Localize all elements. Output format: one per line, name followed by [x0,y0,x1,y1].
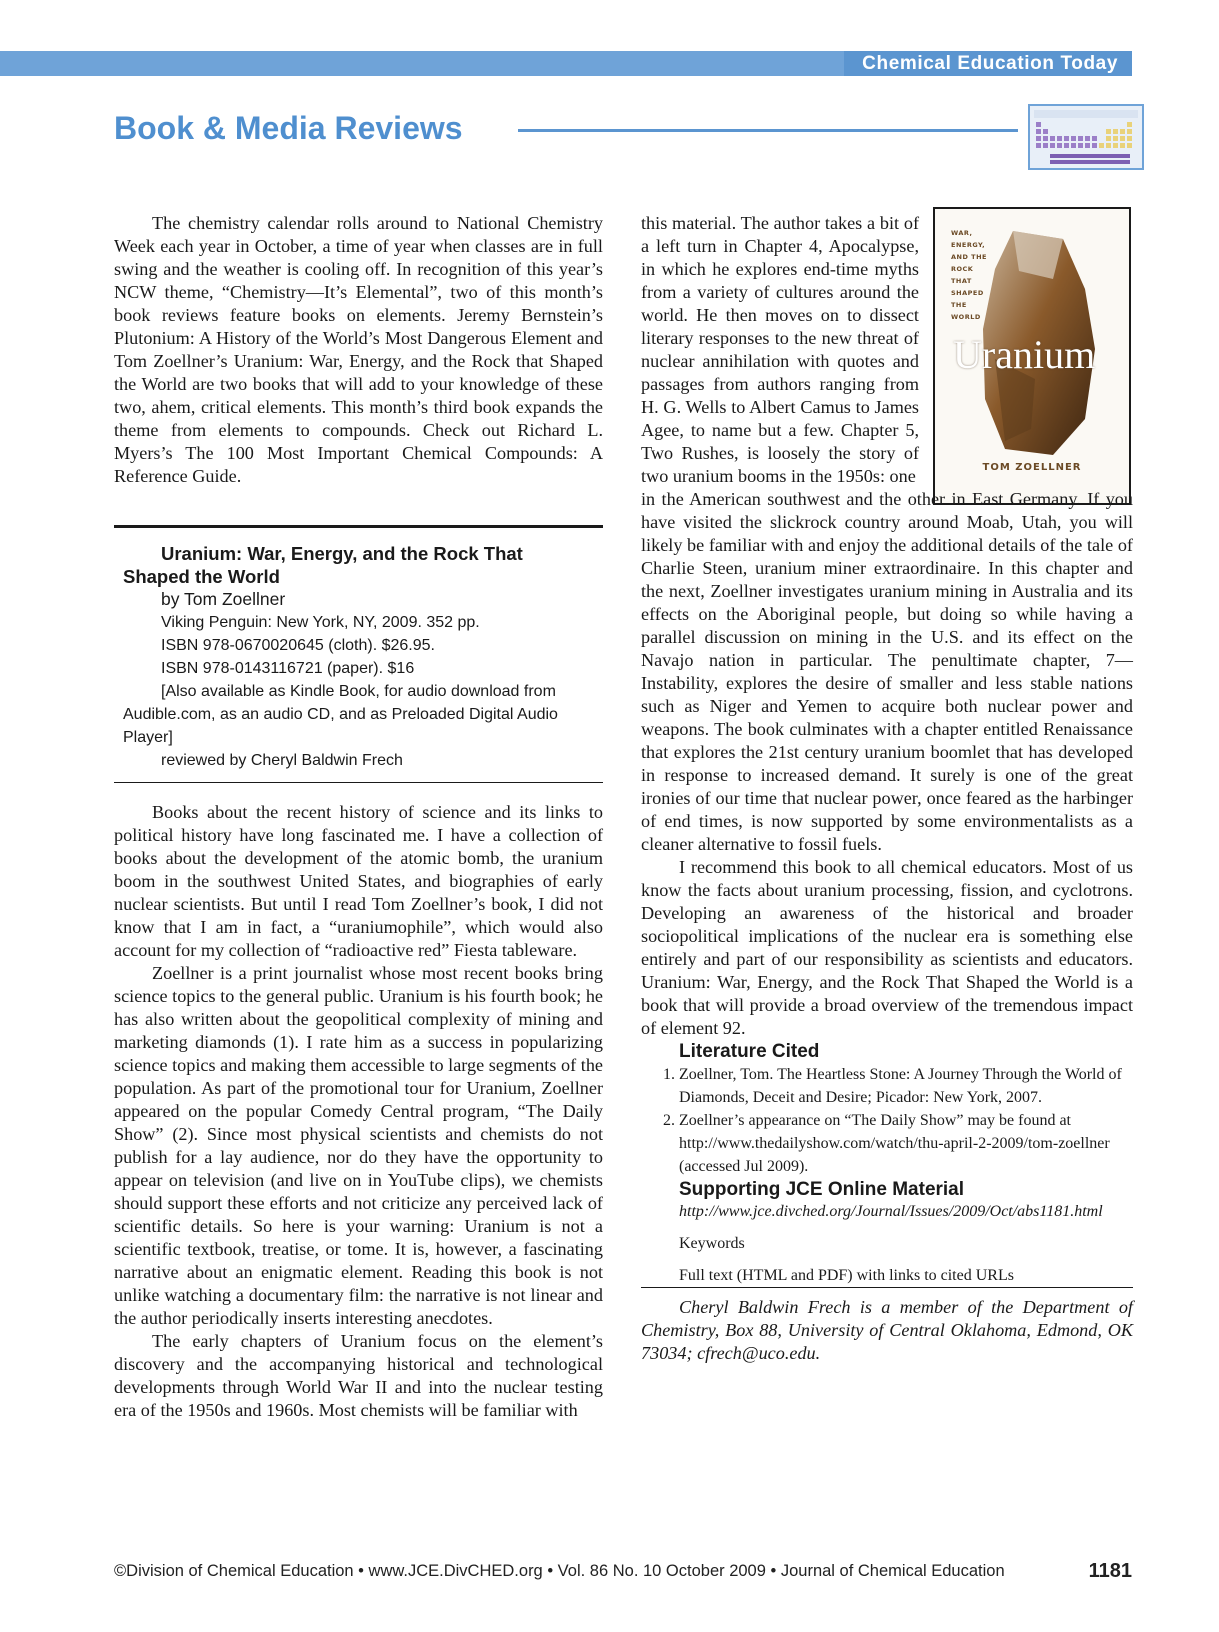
book-reviewer: reviewed by Cheryl Baldwin Frech [161,752,403,769]
section-label: Chemical Education Today [844,51,1132,76]
book-isbn-cloth: ISBN 978-0670020645 (cloth). $26.95. [161,637,435,654]
conclusion-paragraph: I recommend this book to all chemical educators. Most of us know the facts about uranium processing, fission, and cyclotrons. Developing an awareness of the historical and broader sociopolitical implications of the nuclear era is something else entirely and part of our responsibility as scientists and educators. Uranium: War, Energy, and the Rock That Shaped the World is a book that will provide a broad overview of the tremendous impact of element 92. [641,857,1133,1038]
reference-list [641,1063,1133,1178]
periodic-table-graphic [1030,106,1142,168]
cover-title: Uranium [953,332,1096,377]
page-footer [114,1562,1132,1581]
intro-paragraph: The chemistry calendar rolls around to National Chemistry Week each year in October, a time of year when classes are in full swing and the weather is cooling off. In recognition of this year’s NCW theme, “Chemistry—It’s Elemental”, two of this month’s book reviews feature books on elements. Jeremy Bernstein’s Plutonium: A History of the World’s Most Dangerous Element and Tom Zoellner’s Uranium: War, Energy, and the Rock that Shaped the World are two books that will add to your knowledge of these two, ahem, critical elements. This month’s third book expands the theme from elements to compounds. Check out Richard L. Myers’s The 100 Most Important Chemical Compounds: A Reference Guide. [114,213,603,486]
reference-item: 2. Zoellner’s appearance on “The Daily Show” may be found at http://www.thedailyshow.com/watch/thu-april-2-2009/tom-zoellner (accessed Jul 2009). [679,1109,1133,1178]
book-availability: [Also available as Kindle Book, for audio download from Audible.com, as an audio CD, and as Preloaded Digital Audio Player] [123,683,558,746]
cover-subtitle: WAR, ENERGY, AND THE ROCK THAT SHAPED THE WORLD [951,229,987,321]
keywords-label: Keywords [679,1235,745,1252]
right-column [641,212,1133,1365]
body-paragraph: The early chapters of Uranium focus on the element’s discovery and the accompanying historical and technological developments through World War II and into the nuclear testing era of the 1950s and 1960s. Most chemists will be familiar with [114,1331,603,1420]
book-isbn-paper: ISBN 978-0143116721 (paper). $16 [161,660,415,677]
spacer [114,488,603,525]
title-rule [518,129,1018,132]
book-publisher: Viking Penguin: New York, NY, 2009. 352 pp. [161,614,480,631]
book-author: by Tom Zoellner [161,589,286,609]
book-info-box [114,525,603,783]
page-number: 1181 [1088,1560,1132,1582]
footer-text: ©Division of Chemical Education • www.JCE.DivCHED.org • Vol. 86 No. 10 October 2009 • Journal of Chemical Education [114,1562,1005,1580]
book-title: Uranium: War, Energy, and the Rock That Shaped the World [123,543,523,587]
body-paragraph: in the American southwest and the other in East Germany. If you have visited the slickrock country around Moab, Utah, you will likely be familiar with and enjoy the additional details of the tale of Charlie Steen, uranium miner extraordinaire. In this chapter and the next, Zoellner investigates uranium mining in Australia and its effects on the Aboriginal people, but doing so while having a parallel discussion on mining in the U.S. and its effect on the Navajo nation in particular. The penultimate chapter, 7—Instability, explores the desire of smaller and less stable nations such as Niger and Yemen to acquire both nuclear power and weapons. The book culminates with a chapter entitled Renaissance that explores the 21st century uranium boomlet that has developed in response to increased demand. It surely is one of the great ironies of our time that nuclear power, once feared as the harbinger of end times, is now supported by some environmentalists as a cleaner alternative to fossil fuels. [641,489,1133,854]
cover-author: TOM ZOELLNER [982,462,1082,473]
supporting-url[interactable]: http://www.jce.divched.org/Journal/Issues/2009/Oct/abs1181.html [679,1203,1103,1220]
periodic-table-icon [1028,104,1144,170]
header-bar [0,51,1132,76]
supporting-heading: Supporting JCE Online Material [679,1179,965,1200]
left-column [114,212,603,1422]
reference-item: 1. Zoellner, Tom. The Heartless Stone: A Journey Through the World of Diamonds, Deceit and Desire; Picador: New York, 2007. [679,1063,1133,1109]
body-paragraph: Zoellner is a print journalist whose most recent books bring science topics to the general public. Uranium is his fourth book; he has also written about the geopolitical complexity of mining and marketing diamonds (1). I rate him as a success in popularizing science topics and making them accessible to large segments of the population. As part of the promotional tour for Uranium, Zoellner appeared on the popular Comedy Central program, “The Daily Show” (2). Since most physical scientists and chemists do not publish for a lay audience, nor do they have the opportunity to appear on television (and live on in YouTube clips), we chemists should support these efforts and not criticize any perceived lack of scientific details. So here is your warning: Uranium is not a scientific textbook, treatise, or tome. It is, however, a fascinating narrative about an enigmatic element. Reading this book is not unlike watching a documentary film: the narrative is not linear and the author periodically inserts interesting anecdotes. [114,963,603,1328]
literature-heading: Literature Cited [679,1041,820,1062]
body-paragraph: Books about the recent history of science and its links to political history have long fascinated me. I have a collection of books about the development of the atomic bomb, the uranium boom in the southwest United States, and biographies of early nuclear scientists. But until I read Tom Zoellner’s book, I did not know that I am in fact, a “uraniumophile”, which would also account for my collection of “radioactive red” Fiesta tableware. [114,802,603,960]
page-title: Book & Media Reviews [114,110,463,146]
body-paragraph: this material. The author takes a bit of a left turn in Chapter 4, Apocalypse, in which he explores end-time myths from a variety of cultures around the world. He then moves on to dissect literary responses to the new threat of nuclear annihilation with quotes and passages from authors ranging from H. G. Wells to Albert Camus to James Agee, to name but a few. Chapter 5, Two Rushes, is loosely the story of two uranium booms in the 1950s: one [641,213,919,486]
author-bio: Cheryl Baldwin Frech is a member of the Department of Chemistry, Box 88, University of Central Oklahoma, Edmond, OK 73034; cfrech@uco.edu. [641,1287,1133,1365]
fulltext-note: Full text (HTML and PDF) with links to cited URLs [679,1267,1014,1284]
